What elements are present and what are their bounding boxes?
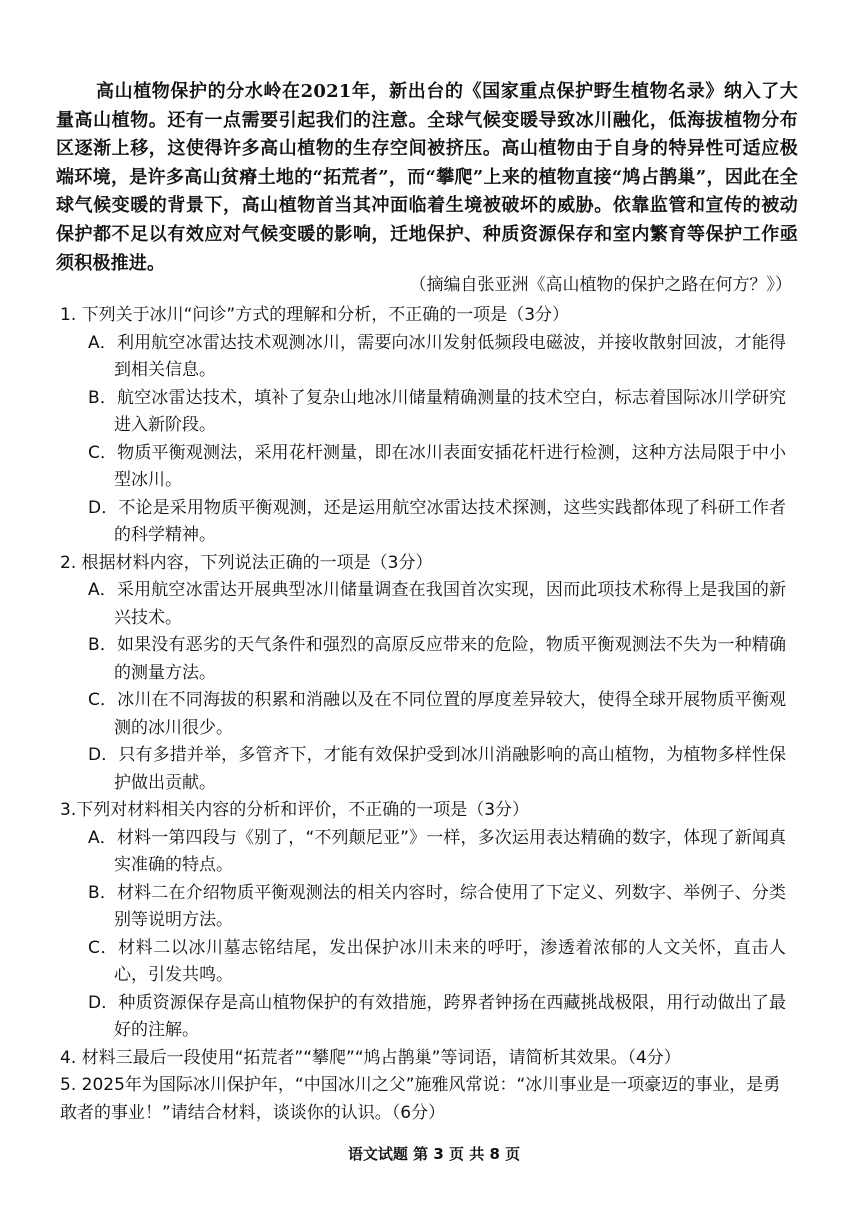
question-1 [60,302,786,550]
question-5 [60,1072,786,1127]
question-stem: 5. 2025年为国际冰川保护年，“中国冰川之父”施雅风常说：“冰川事业是一项豪迈的事业，是勇敢者的事业！”请结合材料，谈谈你的认识。（6分） [60,1075,781,1123]
passage-source: （摘编自张亚洲《高山植物的保护之路在何方？》） [409,275,792,295]
question-list [60,302,786,1127]
question-stem: 3.下列对材料相关内容的分析和评价，不正确的一项是（3分） [60,800,530,820]
option-c: C．物质平衡观测法，采用花杆测量，即在冰川表面安插花杆进行检测，这种方法局限于中小型冰川。 [88,442,786,490]
page-footer: 语文试题 第 3 页 共 8 页 [347,1145,521,1163]
option-d: D．只有多措并举，多管齐下，才能有效保护受到冰川消融影响的高山植物，为植物多样性保护做出贡献。 [88,745,786,793]
question-stem: 2. 根据材料内容，下列说法正确的一项是（3分） [60,552,433,573]
option-d: D．种质资源保存是高山植物保护的有效措施，跨界者钟扬在西藏挑战极限，用行动做出了最好的注解。 [88,992,786,1040]
question-4 [60,1045,786,1073]
question-3 [60,797,786,1045]
option-b: B．航空冰雷达技术，填补了复杂山地冰川储量精确测量的技术空白，标志着国际冰川学研究进入新阶段。 [88,387,786,435]
option-a: A．采用航空冰雷达开展典型冰川储量调查在我国首次实现，因而此项技术称得上是我国的新兴技术。 [88,580,786,628]
option-b: B．如果没有恶劣的天气条件和强烈的高原反应带来的危险，物质平衡观测法不失为一种精确的测量方法。 [88,635,786,683]
option-a: A．利用航空冰雷达技术观测冰川，需要向冰川发射低频段电磁波，并接收散射回波，才能得到相关信息。 [88,332,786,380]
option-c: C．冰川在不同海拔的积累和消融以及在不同位置的厚度差异较大，使得全球开展物质平衡观测的冰川很少。 [88,690,786,738]
option-b: B．材料二在介绍物质平衡观测法的相关内容时，综合使用了下定义、列数字、举例子、分类别等说明方法。 [88,882,786,930]
passage-paragraph: 高山植物保护的分水岭在2021年，新出台的《国家重点保护野生植物名录》纳入了大量高山植物。还有一点需要引起我们的注意。全球气候变暖导致冰川融化，低海拔植物分布区逐渐上移，这使得许多高山植物的生存空间被挤压。高山植物由于自身的特异性可适应极端环境，是许多高山贫瘠土地的“拓荒者”，而“攀爬”上来的植物直接“鸠占鹊巢”，因此在全球气候变暖的背景下，高山植物首当其冲面临着生境被破坏的威胁。依靠监管和宣传的被动保护都不足以有效应对气候变暖的影响，迁地保护、种质资源保存和室内繁育等保护工作亟须积极推进。 [56,81,798,274]
option-a: A．材料一第四段与《别了，“不列颠尼亚”》一样，多次运用表达精确的数字，体现了新闻真实准确的特点。 [88,827,786,875]
question-stem: 4. 材料三最后一段使用“拓荒者”“攀爬”“鸠占鹊巢”等词语，请简析其效果。（4分） [60,1047,681,1068]
question-stem: 1. 下列关于冰川“问诊”方式的理解和分析，不正确的一项是（3分） [60,305,570,325]
question-2 [60,550,786,798]
option-c: C．材料二以冰川墓志铭结尾，发出保护冰川未来的呼吁，渗透着浓郁的人文关怀，直击人心，引发共鸣。 [88,937,786,985]
option-d: D．不论是采用物质平衡观测，还是运用航空冰雷达技术探测，这些实践都体现了科研工作者的科学精神。 [88,497,786,545]
